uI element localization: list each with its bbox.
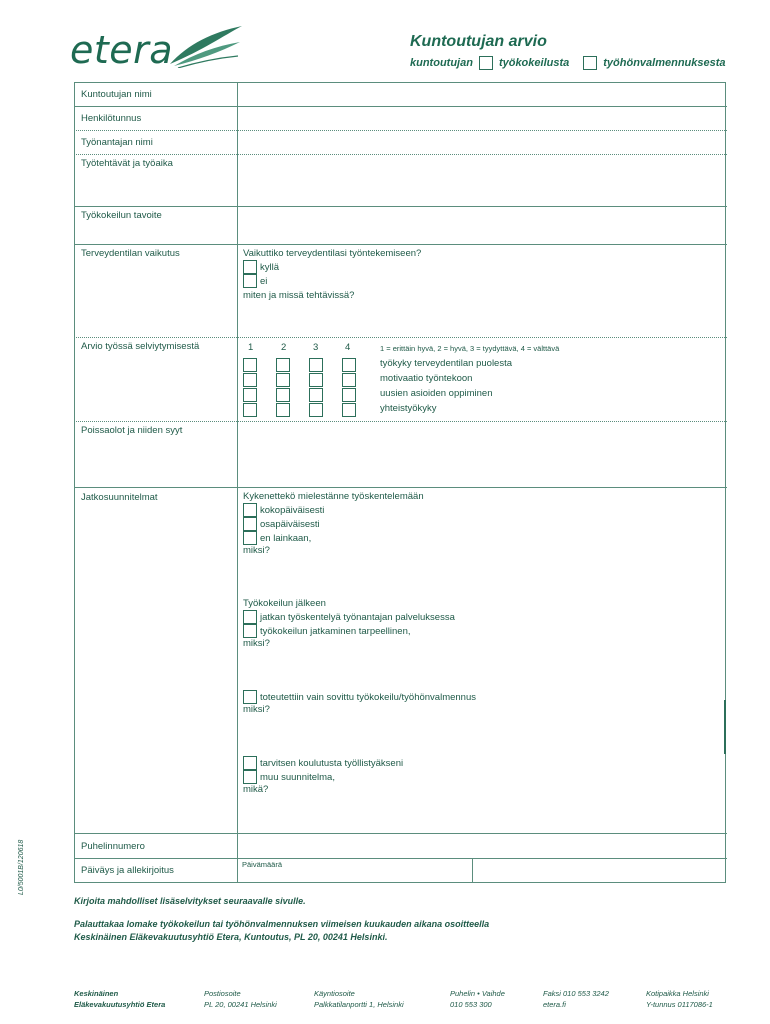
label-phone: Puhelinnumero: [81, 841, 145, 852]
form-column-divider: [237, 82, 238, 883]
etera-logo-text: etera: [70, 28, 174, 72]
side-code: L0/5001B/120618: [18, 839, 25, 895]
plans-why-3: miksi?: [243, 704, 270, 715]
continue-employer-label: jatkan työskentelyä työnantajan palveluksessa: [260, 611, 455, 623]
health-question: Vaikuttiko terveydentilasi työntekemiseen?: [243, 248, 422, 259]
checkbox-full[interactable]: [243, 503, 257, 517]
assessment-item: yhteistyökyky: [380, 403, 437, 414]
assessment-item: uusien asioiden oppiminen: [380, 388, 493, 399]
rating-checkbox[interactable]: [243, 403, 257, 417]
checkbox-no[interactable]: [243, 274, 257, 288]
health-option-yes[interactable]: [243, 260, 279, 274]
rating-checkbox[interactable]: [243, 358, 257, 372]
rating-checkbox[interactable]: [243, 388, 257, 402]
rating-checkbox[interactable]: [309, 388, 323, 402]
post-title: Postiosoite: [204, 989, 241, 998]
plans-why-1: miksi?: [243, 545, 270, 556]
form-subtitle: [410, 56, 726, 70]
plans-option-part[interactable]: [243, 517, 320, 531]
label-ssn: Henkilötunnus: [81, 113, 142, 124]
label-tasks: Työtehtävät ja työaika: [81, 158, 173, 169]
checkbox-tyokokeilu[interactable]: [479, 56, 493, 70]
row-divider: [74, 833, 727, 834]
plans-part-label: osapäiväisesti: [260, 518, 320, 530]
footer-note-2: Palauttakaa lomake työkokeilun tai työhönvalmennuksen viimeisen kuukauden aikana osoitteella: [74, 919, 490, 929]
plans-none-label: en lainkaan,: [260, 532, 312, 544]
label-absences: Poissaolot ja niiden syyt: [81, 425, 183, 436]
checkbox-tyohonvalmennus[interactable]: [583, 56, 597, 70]
row-divider: [74, 487, 727, 488]
health-yes-label: kyllä: [260, 261, 280, 273]
rating-checkbox[interactable]: [342, 373, 356, 387]
checkbox-continue-employer[interactable]: [243, 610, 257, 624]
date-label: Päivämäärä: [242, 860, 283, 869]
signature-field[interactable]: [475, 860, 724, 882]
scale-1: 1: [248, 342, 254, 353]
row-divider: [74, 337, 727, 338]
visit-title: Käyntiosoite: [314, 989, 355, 998]
plans-option-only-trial[interactable]: [243, 690, 476, 704]
subtitle-prefix: kuntoutujan: [410, 57, 473, 69]
business-id: Y-tunnus 0117086-1: [646, 1000, 713, 1009]
checkbox-other[interactable]: [243, 770, 257, 784]
checkbox-training[interactable]: [243, 756, 257, 770]
label-sign: Päiväys ja allekirjoitus: [81, 865, 174, 876]
footer-post: [204, 988, 277, 1010]
web-value[interactable]: etera.fi: [543, 1000, 566, 1009]
health-no-label: ei: [260, 275, 268, 287]
date-field[interactable]: [240, 860, 470, 882]
checkbox-part[interactable]: [243, 517, 257, 531]
footer-fax: [543, 988, 609, 1010]
fax-title: Faksi 010 553 3242: [543, 989, 609, 998]
leaf-logo-icon: [168, 24, 244, 68]
form-title: Kuntoutujan arvio: [410, 33, 547, 50]
rating-checkbox[interactable]: [309, 403, 323, 417]
footer-note-3: Keskinäinen Eläkevakuutusyhtiö Etera, Kuntoutus, PL 20, 00241 Helsinki.: [74, 932, 388, 942]
rating-checkbox[interactable]: [243, 373, 257, 387]
plans-option-continue-employer[interactable]: [243, 610, 455, 624]
after-trial-title: Työkokeilun jälkeen: [243, 598, 326, 609]
rating-checkbox[interactable]: [342, 388, 356, 402]
label-plans: Jatkosuunnitelmat: [81, 492, 158, 503]
footer-note-1: Kirjoita mahdolliset lisäselvitykset seuraavalle sivulle.: [74, 896, 306, 906]
plans-option-none[interactable]: [243, 531, 311, 545]
label-health: Terveydentilan vaikutus: [81, 248, 180, 259]
plans-option-other[interactable]: [243, 770, 335, 784]
plans-what: mikä?: [243, 784, 269, 795]
company-line-2: Eläkevakuutusyhtiö Etera: [74, 1000, 166, 1009]
checkbox-continue-trial[interactable]: [243, 624, 257, 638]
checkbox-yes[interactable]: [243, 260, 257, 274]
rating-checkbox[interactable]: [276, 358, 290, 372]
row-divider: [74, 106, 727, 107]
plans-option-full[interactable]: [243, 503, 324, 517]
rating-checkbox[interactable]: [309, 358, 323, 372]
label-assessment: Arvio työssä selviytymisestä: [81, 341, 200, 352]
row-divider: [74, 858, 727, 859]
checkbox-none[interactable]: [243, 531, 257, 545]
tasks-field[interactable]: [240, 156, 724, 205]
home-title: Kotipaikka Helsinki: [646, 989, 709, 998]
subtitle-option-1: työkokeilusta: [498, 57, 570, 69]
post-value: PL 20, 00241 Helsinki: [204, 1000, 277, 1009]
checkbox-only-trial[interactable]: [243, 690, 257, 704]
assessment-item: motivaatio työntekoon: [380, 373, 473, 384]
ssn-field[interactable]: [240, 108, 724, 129]
goal-field[interactable]: [240, 208, 724, 243]
employer-field[interactable]: [240, 132, 724, 153]
row-divider: [74, 154, 727, 155]
edge-marker: [724, 700, 726, 754]
footer-visit: [314, 988, 404, 1010]
plans-option-training[interactable]: [243, 756, 403, 770]
rating-checkbox[interactable]: [276, 373, 290, 387]
row-divider: [74, 244, 727, 245]
label-employer: Työnantajan nimi: [81, 137, 153, 148]
rating-checkbox[interactable]: [309, 373, 323, 387]
training-label: tarvitsen koulutusta työllistyäkseni: [260, 757, 404, 769]
health-option-no[interactable]: [243, 274, 267, 288]
row-divider: [74, 130, 727, 131]
scale-4: 4: [345, 342, 351, 353]
other-label: muu suunnitelma,: [260, 771, 335, 783]
scale-legend: 1 = erittäin hyvä, 2 = hyvä, 3 = tyydyttävä, 4 = välttävä: [380, 344, 560, 353]
label-goal: Työkokeilun tavoite: [81, 210, 162, 221]
plans-option-continue-trial[interactable]: [243, 624, 411, 638]
name-field[interactable]: [240, 84, 724, 105]
plans-full-label: kokopäiväisesti: [260, 504, 325, 516]
assessment-item: työkyky terveydentilan puolesta: [380, 358, 513, 369]
plans-why-2: miksi?: [243, 638, 270, 649]
phone-field[interactable]: [240, 835, 724, 857]
label-name: Kuntoutujan nimi: [81, 89, 152, 100]
scale-2: 2: [281, 342, 287, 353]
rating-checkbox[interactable]: [276, 388, 290, 402]
rating-checkbox[interactable]: [276, 403, 290, 417]
company-line-1: Keskinäinen: [74, 989, 119, 998]
footer-home: [646, 988, 713, 1010]
phone-value: 010 553 300: [450, 1000, 492, 1009]
health-how: miten ja missä tehtävissä?: [243, 290, 355, 301]
rating-checkbox[interactable]: [342, 358, 356, 372]
subtitle-option-2: työhönvalmennuksesta: [603, 57, 726, 69]
absences-field[interactable]: [240, 423, 724, 486]
rating-checkbox[interactable]: [342, 403, 356, 417]
phone-title: Puhelin • Vaihde: [450, 989, 505, 998]
footer-company: [74, 988, 165, 1010]
row-divider: [74, 421, 727, 422]
row-divider: [74, 206, 727, 207]
plans-question: Kykenettekö mielestänne työskentelemään: [243, 491, 424, 502]
footer-phone: [450, 988, 505, 1010]
visit-value: Palkkatilanportti 1, Helsinki: [314, 1000, 404, 1009]
continue-trial-label: työkokeilun jatkaminen tarpeellinen,: [260, 625, 411, 637]
only-trial-label: toteutettiin vain sovittu työkokeilu/työhönvalmennus: [260, 691, 476, 703]
scale-3: 3: [313, 342, 319, 353]
date-signature-divider: [472, 858, 473, 883]
